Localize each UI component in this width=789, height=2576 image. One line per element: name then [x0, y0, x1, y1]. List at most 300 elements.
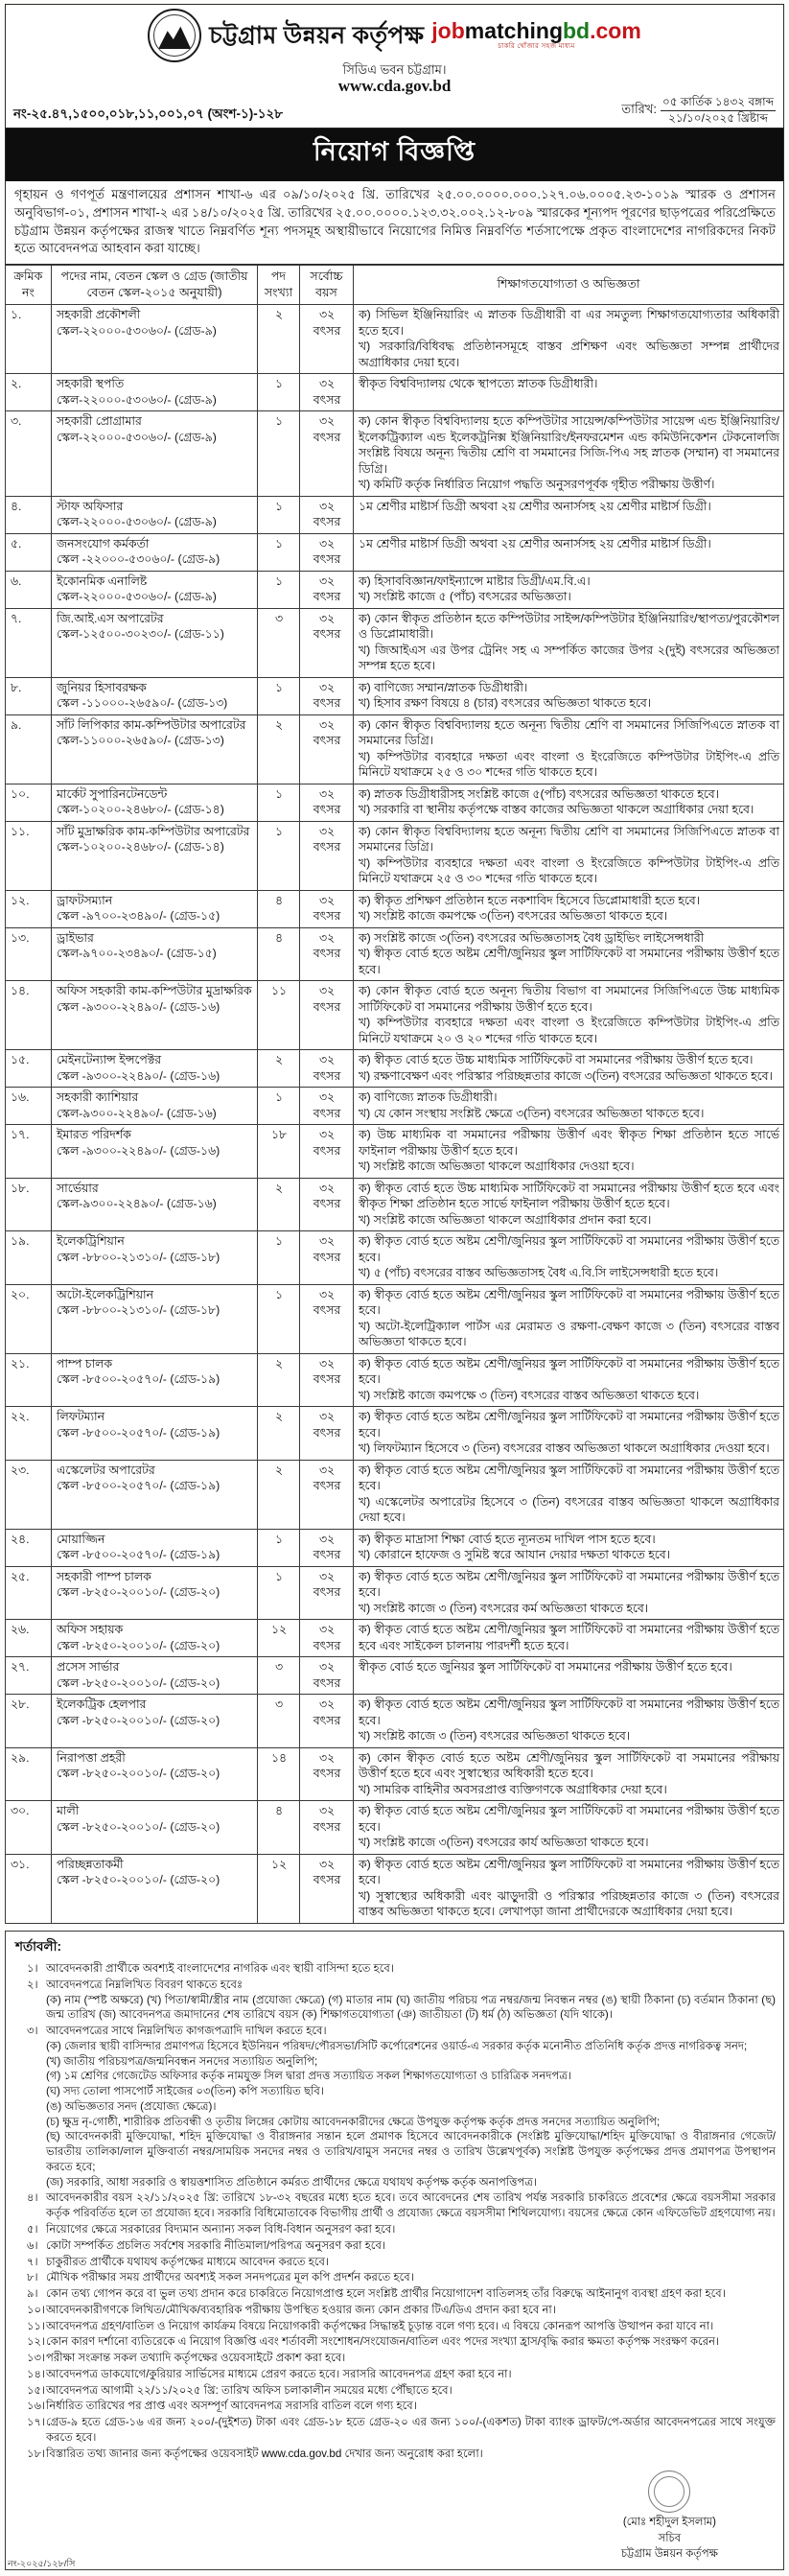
cell-max-age: [300, 1620, 354, 1657]
cell-post: [52, 1801, 258, 1855]
cell-max-age: [300, 1695, 354, 1748]
age-value: ৩২: [318, 574, 336, 588]
table-row: [6, 714, 784, 784]
post-name: মার্কেট সুপারিনটেনডেন্ট: [57, 786, 168, 801]
age-unit: বৎসর: [313, 1819, 341, 1834]
age-value: ৩২: [318, 1410, 336, 1424]
cell-qualification: [354, 890, 784, 927]
condition-sub-text: (গ) ১ম শ্রেণির গেজেটেড অফিসার কর্তৃক নামযুক্ত সিল দ্বারা প্রদত্ত সত্যায়িত সকল শিক্ষাগতযোগ্যতা ও চারিত্রিক সনদপত্র।: [46, 2070, 572, 2083]
cell-max-age: [300, 1657, 354, 1695]
page-title: নিয়োগ বিজ্ঞপ্তি: [5, 129, 784, 181]
condition-index: ২।: [27, 1978, 38, 1991]
logo-ring: [153, 14, 196, 57]
cell-vacancy-count: ১: [258, 1088, 300, 1125]
cell-serial: ২৬.: [6, 1620, 52, 1657]
qualification-line: ক) স্বীকৃত বোর্ড হতে অষ্টম শ্রেণী/জুনিয়র স্কুল সার্টিফিকেট বা সমমানের পরীক্ষায় উত্তীর্ণ হতে হবে।: [359, 1804, 779, 1834]
cell-qualification: [354, 1178, 784, 1231]
condition-text: [46, 2190, 776, 2221]
qualification-line: ক) স্বীকৃত বোর্ড হতে অষ্টম শ্রেণী/জুনিয়র স্কুল সার্টিফিকেট বা সমমানের পরীক্ষায় উত্তীর্ণ হতে হবে।: [359, 1857, 779, 1887]
qualification-line: খ) সামরিক বাহিনীর অবসরপ্রাপ্ত ব্যক্তিগণকে অগ্রাধিকার দেয়া হবে।: [359, 1782, 667, 1796]
condition-main-text: কোটা সম্পর্কিত প্রচলিত সর্বশেষ সরকারি নীতিমালা/পরিপত্র অনুসরণ করা হবে।: [46, 2238, 386, 2252]
age-unit: বৎসর: [313, 627, 341, 642]
cell-vacancy-count: ৪: [258, 1801, 300, 1855]
condition-item: [13, 2024, 776, 2190]
qualification-line: খ) অটো-ইলেট্রিক্যাল পার্টস এর মেরামত ও রক্ষণা-বেক্ষণ কাজে ৩ (তিন) বৎসরের বাস্তব অভিজ্ঞতা থাকতে হবে।: [359, 1319, 779, 1349]
official-seal-icon: [648, 2471, 690, 2513]
age-value: ৩২: [318, 984, 336, 998]
cell-qualification: [354, 571, 784, 608]
condition-text: [46, 2270, 776, 2285]
condition-index: ১৮।: [27, 2447, 46, 2460]
age-value: ৩২: [318, 680, 336, 694]
website-url: www.cda.gov.bd: [337, 76, 452, 95]
date-bangla: ০৫ কার্তিক ১৪৩২ বঙ্গাব্দ: [661, 96, 776, 111]
age-value: ৩২: [318, 1181, 336, 1195]
table-row: [6, 1125, 784, 1179]
post-pay-scale: স্কেল -৮৮০০-২১৩১০/- (গ্রেড-১৮): [57, 1250, 220, 1264]
cell-vacancy-count: ১: [258, 784, 300, 821]
qualification-line: খ) যে কোন সংস্থায় সংশ্লিষ্ট ক্ষেত্রে ৩(তিন) বৎসরের অভিজ্ঞতা থাকতে হবে।: [359, 1106, 705, 1120]
post-name: পরিচ্ছন্নতাকর্মী: [57, 1857, 124, 1871]
table-row: [6, 1407, 784, 1461]
header-center: [13, 9, 776, 94]
condition-item: [13, 2367, 776, 2382]
cell-max-age: [300, 571, 354, 608]
cell-max-age: [300, 1407, 354, 1461]
condition-index: ৬।: [27, 2238, 38, 2252]
post-name: ইকোনমিক এনালিষ্ট: [57, 574, 148, 588]
cell-serial: ১৩.: [6, 927, 52, 981]
age-value: ৩২: [318, 1234, 336, 1249]
age-unit: বৎসর: [313, 1713, 341, 1727]
post-name: সহকারী প্রকৌশলী: [57, 308, 141, 322]
post-pay-scale: স্কেল -৮২৫০-২০০১০/- (গ্রেড-২০): [57, 1819, 220, 1834]
condition-sub-text: (ক) জেলার স্থায়ী বাসিন্দার প্রমাণপত্র হিসেবে ইউনিয়ন পরিষদ/পৌরসভা/সিটি কর্পোরেশনের ওয়ার্ড-এ সরকার কর্তৃক মনোনীত প্রতিনিধি কর্তৃক প্রদত্ত নাগরিকত্ব সনদ;: [46, 2039, 748, 2052]
cell-serial: ২৫.: [6, 1566, 52, 1620]
signature-block: [13, 2471, 776, 2561]
condition-item: [13, 2222, 776, 2237]
table-row: [6, 1801, 784, 1855]
post-pay-scale: স্কেল -৮৫০০-২০৫৭০/- (গ্রেড-১৯): [57, 1479, 220, 1493]
qualification-line: খ) সংশ্লিষ্ট কাজে অভিজ্ঞতা থাকলে অগ্রাধিকার দেওয়া হবে।: [359, 1159, 635, 1174]
condition-text: [46, 2286, 776, 2302]
age-unit: বৎসর: [313, 1068, 341, 1083]
condition-index: ১৩।: [27, 2352, 46, 2365]
post-pay-scale: স্কেল-২২০০০-৫৩০৬০/- (গ্রেড-৯): [57, 515, 217, 529]
post-pay-scale: স্কেল -৯৭০০-২৩৪৯০/- (গ্রেড-১৫): [57, 909, 220, 924]
cell-vacancy-count: ১১: [258, 981, 300, 1050]
condition-main-text: মৌখিক পরীক্ষার সময় প্রার্থীদের অবশ্যই সকল সনদপত্রের মূল কপি প্রদর্শন করতে হবে।: [46, 2271, 414, 2284]
condition-item: [13, 2255, 776, 2270]
condition-text: [46, 1978, 776, 2023]
cell-qualification: [354, 821, 784, 890]
cell-serial: ২৪.: [6, 1529, 52, 1566]
qualification-line: খ) সংশ্লিষ্ট কাজে ৩ (তিন) বৎসরের অভিজ্ঞতা থাকতে হবে।: [359, 1729, 631, 1744]
post-name: সাঁট লিপিকার কাম-কম্পিউটার অপারেটর: [57, 717, 246, 732]
cell-max-age: [300, 927, 354, 981]
date-label: তারিখ:: [621, 102, 657, 117]
age-unit: বৎসর: [313, 552, 341, 567]
condition-main-text: নিয়োগের ক্ষেত্রে সরকারের বিদ্যমান অন্যান্য সকল বিধি-বিধান অনুসরণ করা হবে।: [46, 2223, 396, 2236]
post-name: মেইনটেন্যান্স ইন্সপেক্টর: [57, 1053, 162, 1067]
post-pay-scale: স্কেল -৯৩০০-২২৪৯০/- (গ্রেড-১৬): [57, 1068, 220, 1083]
condition-main-text: আবেদনকারী প্রার্থীকে অবশ্যই বাংলাদেশের নাগরিক এবং স্থায়ী বাসিন্দা হতে হবে।: [46, 1961, 394, 1975]
cell-max-age: [300, 411, 354, 497]
condition-item: [13, 2303, 776, 2318]
cell-serial: ১০.: [6, 784, 52, 821]
office-address: সিডিএ ভবন চট্টগ্রাম।: [342, 62, 447, 77]
column-header-qualification: শিক্ষাগতযোগ্যতা ও অভিজ্ঞতা: [354, 266, 784, 305]
table-row: [6, 411, 784, 497]
post-name: সহকারী পাম্প চালক: [57, 1569, 151, 1583]
age-unit: বৎসর: [313, 1372, 341, 1387]
qualification-line: ক) স্বীকৃত মাদ্রাসা শিক্ষা বোর্ড হতে ন্যূনতম দাখিল পাস হতে হবে।: [359, 1532, 656, 1546]
cell-post: [52, 608, 258, 677]
qualification-line: খ) কম্পিউটার ব্যবহারে দক্ষতা এবং বাংলা ও ইংরেজিতে কম্পিউটার টাইপিং-এ প্রতি মিনিটে যথাক্রমে ২০ ও ২০ শব্দের গতি থাকতে হবে।: [359, 1016, 779, 1045]
condition-main-text: আবেদনপত্র গ্রহণ/বাতিল ও নিয়োগ কার্যক্রম বিষয়ে নিয়োগকারী কর্তৃপক্ষের সিদ্ধান্তই চূড়ান্ত বলে গণ্য হবে। এ বিষয়ে কোনরূপ আপত্তি উত্থাপন করা যাবে না।: [46, 2319, 714, 2332]
qualification-line: খ) এস্কেলেটর অপারেটর হিসেবে ৩ (তিন) বৎসরের বাস্তব অভিজ্ঞতা থাকলে অগ্রাধিকার দেয়া হবে।: [359, 1494, 779, 1525]
cell-post: [52, 1566, 258, 1620]
post-pay-scale: স্কেল -৮২৫০-২০০১০/- (গ্রেড-২০): [57, 1873, 220, 1887]
table-row: [6, 1566, 784, 1620]
qualification-line: ক) সংশ্লিষ্ট কাজে ৩(তিন) বৎসরের অভিজ্ঞতাসহ বৈধ ড্রাইভিং লাইসেন্সধারী: [359, 930, 705, 945]
brand-text: [431, 20, 641, 42]
post-name: অটো-ইলেকট্রিশিয়ান: [57, 1287, 154, 1301]
cell-max-age: [300, 1566, 354, 1620]
cell-max-age: [300, 1854, 354, 1923]
cell-post: [52, 1695, 258, 1748]
cell-qualification: [354, 1231, 784, 1285]
post-pay-scale: স্কেল-২২০০০-৫৩০৬০/- (গ্রেড-৯): [57, 430, 217, 444]
jobmatchingbd-logo: [431, 20, 641, 50]
age-unit: বৎসর: [313, 734, 341, 748]
condition-sub-text: (ছ) আবেদনকারী মুক্তিযোদ্ধা, শহিদ মুক্তিযোদ্ধা ও বীরাঙ্গনার সন্তান হলে প্রমাণক হিসেবে আবেদনকারীকে (সংশ্লিষ্ট মুক্তিযোদ্ধা/শহিদ মুক্তিযোদ্ধা ও বীরাঙ্গনার গেজেট/ভারতীয় তালিকা/লাল মুক্তিবার্তা নম্বর/সাময়িক সনদের নম্বর ও তারিখ/বামুস সনদের নম্বর ও তারিখ উল্লেখপূর্বক) সংশ্লিষ্ট উপযুক্ত কর্তৃপক্ষের প্রদত্ত প্রমাণপত্র উপস্থাপন করতে হবে;: [46, 2130, 776, 2173]
cell-qualification: [354, 1088, 784, 1125]
brand-tagline: চাকরি খোঁজার সহজ মাধ্যম: [498, 43, 575, 51]
qualification-line: ১ম শ্রেণীর মাষ্টার্স ডিগ্রী অথবা ২য় শ্রেণীর অনার্সসহ ২য় শ্রেণীর মাষ্টার্স ডিগ্রী।: [359, 499, 711, 513]
cell-qualification: [354, 1125, 784, 1179]
age-unit: বৎসর: [313, 909, 341, 924]
qualification-line: খ) রক্ষণাবেক্ষণ এবং পরিস্কার পরিচ্ছন্নতার কাজে ৩(তিন) বৎসরের অভিজ্ঞতা থাকতে হবে।: [359, 1068, 773, 1083]
date-block: [621, 96, 776, 126]
age-unit: বৎসর: [313, 1873, 341, 1887]
cell-post: [52, 1088, 258, 1125]
age-value: ৩২: [318, 893, 336, 907]
qualification-line: খ) কম্পিউটার ব্যবহারে দক্ষতা এবং বাংলা ও ইংরেজিতে কম্পিউটার টাইপিং-এ প্রতি মিনিটে যথাক্রমে ২৫ ও ৩০ শব্দের গতি থাকতে হবে।: [359, 855, 779, 886]
cell-qualification: [354, 981, 784, 1050]
condition-index: ৪।: [27, 2191, 38, 2205]
cell-post: [52, 411, 258, 497]
cell-max-age: [300, 1460, 354, 1529]
header-title-row: [13, 9, 776, 62]
cell-post: [52, 571, 258, 608]
cell-serial: ৪.: [6, 496, 52, 533]
cell-vacancy-count: ১: [258, 1284, 300, 1353]
condition-main-text: কোন কারণ দর্শানো ব্যতিরেকে এ নিয়োগ বিজ্ঞপ্তি এবং শর্তাবলী সংশোধন/সংযোজন/বাতিল এবং পদের সংখ্যা হ্রাস/বৃদ্ধি করার ক্ষমতা কর্তৃপক্ষ সংরক্ষণ করেন।: [46, 2335, 720, 2349]
age-value: ৩২: [318, 824, 336, 838]
condition-main-text: আবেদনপত্র ডাকযোগে/কুরিয়ার সার্ভিসের মাধ্যমে প্রেরণ করতে হবে। সরাসরি আবেদনপত্র গ্রহণ করা হবে না।: [46, 2367, 512, 2380]
condition-item: [13, 2319, 776, 2334]
cell-vacancy-count: ১: [258, 1529, 300, 1566]
brand-part-job: job: [431, 18, 465, 44]
cell-vacancy-count: ১: [258, 677, 300, 714]
post-pay-scale: স্কেল-১০২০০-২৪৬৮০/- (গ্রেড-১৪): [57, 803, 224, 817]
post-name: সাঁট মুদ্রাক্ষরিক কাম-কম্পিউটার অপারেটর: [57, 824, 250, 838]
table-row: [6, 1284, 784, 1353]
age-value: ৩২: [318, 377, 336, 391]
cell-qualification: [354, 1529, 784, 1566]
age-unit: বৎসর: [313, 1250, 341, 1264]
cell-vacancy-count: ১২: [258, 1620, 300, 1657]
condition-text: [46, 2303, 776, 2318]
cell-serial: ১৬.: [6, 1088, 52, 1125]
post-name: সহকারী ক্যাশিয়ার: [57, 1090, 139, 1105]
condition-main-text: পরীক্ষা সংক্রান্ত সকল তথ্যাদি কর্তৃপক্ষের ওয়েবসাইটে প্রকাশ করা হবে।: [46, 2352, 346, 2365]
conditions-title: শর্তাবলী:: [15, 1938, 61, 1954]
qualification-line: খ) সংশ্লিষ্ট কাজে কমপক্ষে ৩(তিন) বৎসরের অভিজ্ঞতা থাকতে হবে।: [359, 909, 668, 924]
cell-post: [52, 1620, 258, 1657]
age-unit: বৎসর: [313, 1303, 341, 1318]
age-unit: বৎসর: [313, 1767, 341, 1781]
condition-main-text: আবেদনপত্র আগামী ২২/১১/২০২৫ খ্রি: তারিখ অফিস চলাকালীন সময়ের মধ্যে পৌঁছাতে হবে।: [46, 2383, 453, 2397]
age-value: ৩২: [318, 717, 336, 732]
condition-text: [46, 1961, 776, 1977]
cell-post: [52, 714, 258, 784]
cell-max-age: [300, 1747, 354, 1801]
cell-post: [52, 890, 258, 927]
cell-vacancy-count: ৩: [258, 1695, 300, 1748]
cell-serial: ৩০.: [6, 1801, 52, 1855]
cell-post: [52, 1747, 258, 1801]
cell-serial: ২৭.: [6, 1657, 52, 1695]
age-unit: বৎসর: [313, 1425, 341, 1440]
qualification-line: খ) সংশ্লিষ্ট কাজে অভিজ্ঞতা থাকলে অগ্রাধিকার প্রদান করা হবে।: [359, 1212, 652, 1227]
cell-qualification: [354, 784, 784, 821]
age-value: ৩২: [318, 1356, 336, 1370]
qualification-line: ক) কোন স্বীকৃত বিশ্ববিদ্যালয় হতে অনূন্য দ্বিতীয় শ্রেণি বা সমমানের সিজিপিএতে স্নাতক বা সমমানের ডিগ্রি।: [359, 824, 779, 855]
cell-serial: ৭.: [6, 608, 52, 677]
cell-serial: ২.: [6, 374, 52, 411]
cell-serial: ৩১.: [6, 1854, 52, 1923]
age-unit: বৎসর: [313, 840, 341, 855]
cell-qualification: [354, 677, 784, 714]
cell-qualification: [354, 533, 784, 571]
post-name: প্রসেস সার্ভার: [57, 1660, 120, 1674]
table-row: [6, 677, 784, 714]
cell-serial: ১১.: [6, 821, 52, 890]
qualification-line: ক) হিসাববিজ্ঞান/ফাইন্যান্সে মাষ্টার ডিগ্রী/এম.বি.এ।: [359, 574, 591, 588]
post-pay-scale: স্কেল-২২০০০-৫৩০৬০/- (গ্রেড-৯): [57, 392, 217, 407]
cell-post: [52, 1353, 258, 1407]
qualification-line: ক) স্বীকৃত বোর্ড হতে অষ্টম শ্রেণী/জুনিয়র স্কুল সার্টিফিকেট বা সমমানের পরীক্ষায় উত্তীর্ণ হতে হবে।: [359, 1410, 779, 1440]
post-pay-scale: স্কেল -৮২৫০-২০০১০/- (গ্রেড-২০): [57, 1585, 220, 1600]
cell-post: [52, 374, 258, 411]
cell-vacancy-count: ১২: [258, 1854, 300, 1923]
cell-max-age: [300, 305, 354, 374]
qualification-line: খ) স্বীকৃত বোর্ড হতে অষ্টম শ্রেণী/জুনিয়র স্কুল সার্টিফিকেট বা সমমানের পরীক্ষায় উত্তীর্ণ হতে হবে।: [359, 947, 779, 976]
column-header-count: পদ সংখ্যা: [258, 266, 300, 305]
date-english: ২১/১০/২০২৫ খ্রিষ্টাব্দ: [668, 111, 768, 126]
condition-sub-text: (জ) সরকারি, আধা সরকারি ও স্বায়ত্তশাসিত প্রতিষ্ঠানে কর্মরত প্রার্থীদের ক্ষেত্রে যথাযথ কর্তৃপক্ষ কর্তৃক অনাপত্তিপত্র।: [46, 2175, 538, 2189]
qualification-line: ক) বাণিজ্যে সম্মান/স্নাতক ডিগ্রীধারী।: [359, 680, 528, 694]
cell-serial: ১৯.: [6, 1231, 52, 1285]
post-pay-scale: স্কেল-২২০০০-৫৩০৬০/- (গ্রেড-৯): [57, 323, 217, 338]
signature-content: [621, 2471, 718, 2561]
cell-qualification: [354, 608, 784, 677]
condition-text: [46, 2447, 776, 2462]
condition-sub-text: (ঙ) অভিজ্ঞতার সনদ (প্রযোজ্য ক্ষেত্রে)।: [46, 2099, 217, 2113]
qualification-line: ক) কোন স্বীকৃত প্রতিষ্ঠান হতে কম্পিউটার সাইন্স/কম্পিউটার ইঞ্জিনিয়ারিং/স্থাপত্য/পুরকৌশল ও ডিপ্লোমাধারী।: [359, 611, 779, 642]
qualification-line: খ) সরকারি/বিধিবদ্ধ প্রতিষ্ঠানসমূহে বাস্তব প্রশিক্ষণ এবং অভিজ্ঞতা সম্পন্ন প্রার্থীদের অগ্রাধিকার দেয়া হবে।: [359, 340, 779, 369]
qualification-line: ক) স্বীকৃত বোর্ড হতে উচ্চ মাধ্যমিক সার্টিফিকেট বা সমমানের পরীক্ষায় উত্তীর্ণ হতে হবে এবং স্বীকৃত শিক্ষা প্রতিষ্ঠান হতে সার্ভে ফাইনাল পরীক্ষায় উত্তীর্ণ হতে হবে।: [359, 1181, 779, 1211]
post-name: ইমারত পরিদর্শক: [57, 1128, 131, 1142]
condition-item: [13, 2351, 776, 2366]
age-unit: বৎসর: [313, 1197, 341, 1211]
post-pay-scale: স্কেল -৮২৫০-২০০১০/- (গ্রেড-২০): [57, 1675, 220, 1690]
cell-max-age: [300, 981, 354, 1050]
condition-text: [46, 2415, 776, 2446]
qualification-line: ক) স্বীকৃত বোর্ড হতে অষ্টম শ্রেণী/জুনিয়র স্কুল সার্টিফিকেট বা সমমানের পরীক্ষায় উত্তীর্ণ হতে হবে।: [359, 1234, 779, 1264]
organization-name: চট্টগ্রাম উন্নয়ন কর্তৃপক্ষ: [209, 21, 425, 49]
age-value: ৩২: [318, 1463, 336, 1477]
qualification-line: ক) কোন স্বীকৃত বোর্ড হতে অনূন্য দ্বিতীয় বিভাগ বা সমমানের সিজিপিএতে উচ্চ মাধ্যমিক সার্টিফিকেট বা সমমানের পরীক্ষায় উত্তীর্ণ হতে হবে।: [359, 984, 779, 1014]
condition-index: ১৬।: [27, 2400, 46, 2413]
age-value: ৩২: [318, 414, 336, 429]
cell-qualification: [354, 714, 784, 784]
cell-vacancy-count: ২: [258, 1407, 300, 1461]
age-value: ৩২: [318, 499, 336, 513]
age-value: ৩২: [318, 1090, 336, 1105]
cell-vacancy-count: ১: [258, 1231, 300, 1285]
qualification-line: খ) সরকারি বা স্থানীয় কর্তৃপক্ষে বাস্তব কাজের অভিজ্ঞতা থাকলে অগ্রাধিকার দেয়া হবে।: [359, 803, 754, 817]
table-row: [6, 1178, 784, 1231]
table-row: [6, 533, 784, 571]
qualification-line: খ) ৫ (পাঁচ) বৎসরের বাস্তব অভিজ্ঞতাসহ বৈধ এ.বি.সি লাইসেন্সধারী হতে হবে।: [359, 1266, 719, 1280]
condition-index: ১।: [27, 1961, 38, 1975]
qualification-line: খ) হিসাব রক্ষণ বিষয়ে ৪ (চার) বৎসরের অভিজ্ঞতা থাকতে হবে।: [359, 696, 652, 711]
table-row: [6, 890, 784, 927]
age-unit: বৎসর: [313, 803, 341, 817]
age-unit: বৎসর: [313, 1479, 341, 1493]
qualification-line: খ) লিফটম্যান হিসেবে ৩ (তিন) বৎসরের বাস্তব অভিজ্ঞতা থাকলে অগ্রাধিকার দেওয়া হবে।: [359, 1441, 770, 1456]
cell-max-age: [300, 1125, 354, 1179]
post-pay-scale: স্কেল -১১০০০-২৬৫৯০/- (গ্রেড-১৩): [57, 696, 228, 711]
table-row: [6, 496, 784, 533]
cell-qualification: [354, 374, 784, 411]
post-name: জনসংযোগ কর্মকর্তা: [57, 536, 150, 550]
cell-post: [52, 1125, 258, 1179]
cell-post: [52, 784, 258, 821]
condition-item: [13, 2415, 776, 2446]
condition-item: [13, 1978, 776, 2023]
condition-main-text: গ্রেড-৯ হতে গ্রেড-১৬ এর জন্য ২০০/-(দুইশত) টাকা এবং গ্রেড-১৮ হতে গ্রেড-২০ এর জন্য ১০০/-(একশত) টাকা ব্যাংক ড্রাফট/পে-অর্ডার আবেদনপত্রের সাথে সংযুক্ত করতে হবে।: [46, 2416, 776, 2444]
cell-serial: ২৯.: [6, 1747, 52, 1801]
cell-serial: ৬.: [6, 571, 52, 608]
table-row: [6, 1620, 784, 1657]
footer-reference-code: নং-২০২৫/১২৮/সি: [8, 2558, 76, 2569]
age-unit: বৎসর: [313, 515, 341, 529]
cell-vacancy-count: ২: [258, 1353, 300, 1407]
cell-max-age: [300, 1284, 354, 1353]
cell-vacancy-count: ১৮: [258, 1125, 300, 1179]
qualification-line: ক) স্বীকৃত প্রশিক্ষণ প্রতিষ্ঠান হতে নকশাবিদ হিসেবে ডিপ্লোমাধারী হতে হবে।: [359, 893, 701, 907]
condition-sub-text: (খ) জাতীয় পরিচয়পত্র/জন্মনিবন্ধন সনদের সত্যায়িত অনুলিপি;: [46, 2054, 318, 2068]
age-value: ৩২: [318, 308, 336, 322]
cell-post: [52, 1460, 258, 1529]
table-row: [6, 1088, 784, 1125]
cell-vacancy-count: ১৪: [258, 1747, 300, 1801]
condition-index: ১১।: [27, 2319, 46, 2332]
cell-post: [52, 927, 258, 981]
cell-post: [52, 1529, 258, 1566]
cell-post: [52, 533, 258, 571]
cell-qualification: [354, 1284, 784, 1353]
post-name: লিফটম্যান: [57, 1410, 105, 1424]
condition-index: ৫।: [27, 2223, 38, 2236]
qualification-line: খ) সংশ্লিষ্ট কাজে ৫ (পাঁচ) বৎসরের অভিজ্ঞতা।: [359, 590, 571, 604]
age-value: ৩২: [318, 611, 336, 625]
age-value: ৩২: [318, 1053, 336, 1067]
cell-max-age: [300, 821, 354, 890]
age-value: ৩২: [318, 1857, 336, 1871]
post-pay-scale: স্কেল -৮২৫০-২০০১০/- (গ্রেড-২০): [57, 1767, 220, 1781]
condition-text: [46, 2351, 776, 2366]
cell-max-age: [300, 677, 354, 714]
condition-main-text: কোন তথ্য গোপন করে বা ভুল তথ্য প্রদান করে চাকরিতে নিয়োগপ্রাপ্ত হলে সংশ্লিষ্ট প্রার্থীর নিয়োগাদেশ বাতিলসহ তাঁর বিরুদ্ধে আইনানুগ ব্যবস্থা গ্রহণ করা হবে।: [46, 2287, 726, 2301]
cell-vacancy-count: ১: [258, 533, 300, 571]
post-pay-scale: স্কেল-৯৭০০-২৩৪৯০/- (গ্রেড-১৫): [57, 947, 217, 961]
cell-max-age: [300, 1231, 354, 1285]
age-value: ৩২: [318, 930, 336, 945]
cell-post: [52, 1284, 258, 1353]
condition-sub-text: (চ) ক্ষুদ্র নৃ-গোষ্ঠী, শারীরিক প্রতিবন্ধী ও তৃতীয় লিঙ্গের কোটায় আবেদনকারীদের ক্ষেত্রে উপযুক্ত কর্তৃপক্ষ কর্তৃক প্রদত্ত সনদের সত্যায়িত অনুলিপি;: [46, 2115, 661, 2128]
qualification-line: ক) স্বীকৃত বোর্ড হতে অষ্টম শ্রেণী/জুনিয়র স্কুল সার্টিফিকেট বা সমমানের পরীক্ষায় উত্তীর্ণ হতে হবে।: [359, 1569, 779, 1600]
cell-vacancy-count: ২: [258, 1460, 300, 1529]
column-header-age: সর্বোচ্চ বয়স: [300, 266, 354, 305]
qualification-line: ক) স্নাতক ডিগ্রীধারীসহ সংশ্লিষ্ট কাজে ৫(পাঁচ) বৎসরের অভিজ্ঞতা থাকতে হবে।: [359, 786, 720, 801]
age-value: ৩২: [318, 786, 336, 801]
qualification-line: খ) কম্পিউটার ব্যবহারে দক্ষতা এবং বাংলা ও ইংরেজিতে কম্পিউটার টাইপিং-এ প্রতি মিনিটে যথাক্রমে ২৫ ও ৩০ শব্দের গতি থাকতে হবে।: [359, 749, 779, 780]
condition-item: [13, 2399, 776, 2414]
age-value: ৩২: [318, 1532, 336, 1546]
table-row: [6, 1231, 784, 1285]
cell-serial: ১.: [6, 305, 52, 374]
cell-qualification: [354, 1747, 784, 1801]
cell-vacancy-count: ১: [258, 571, 300, 608]
condition-item: [13, 2447, 776, 2462]
condition-text: [46, 2367, 776, 2382]
post-name: নিরাপত্তা প্রহরী: [57, 1750, 126, 1765]
condition-index: ১৭।: [27, 2416, 46, 2429]
condition-sub-text: (ঘ) সদ্য তোলা পাসপোর্ট সাইজের ০৩(তিন) কপি সত্যায়িত ছবি।: [46, 2085, 324, 2098]
table-row: [6, 1747, 784, 1801]
cell-qualification: [354, 927, 784, 981]
cell-max-age: [300, 1529, 354, 1566]
cell-vacancy-count: ২: [258, 1178, 300, 1231]
condition-main-text: চাকুরীরত প্রার্থীকে যথাযথ কর্তৃপক্ষের মাধ্যমে আবেদন করতে হবে।: [46, 2255, 330, 2268]
condition-main-text: আবেদনকারীর বয়স ২২/১১/২০২৫ খ্রি: তারিখে ১৮-৩২ বছরের মধ্যে হতে হবে। তবে আবেদনের শেষ তারিখ পর্যন্ত সরকারি চাকরিতে প্রবেশের ক্ষেত্রে বয়সসীমা সরকার কর্তৃক পরিবর্তিত হলে তা প্রযোজ্য হবে। সরকারি বিধিমোতাবেক বিভাগীয় প্রার্থী ও প্রযোজ্য ক্ষেত্রে বয়সসীমা শিথিলযোগ্য। বয়সের ক্ষেত্রে কোন এফিডেভিট গ্রহণযোগ্য নয়।: [46, 2191, 776, 2220]
cell-post: [52, 981, 258, 1050]
qualification-line: খ) সংশ্লিষ্ট কাজে ৩ (তিন) বৎসরের কর্ম অভিজ্ঞতা থাকতে হবে।: [359, 1601, 649, 1615]
cell-vacancy-count: ১: [258, 411, 300, 497]
condition-text: [46, 2383, 776, 2399]
cell-serial: ৫.: [6, 533, 52, 571]
qualification-line: স্বীকৃত বোর্ড হতে জুনিয়র স্কুল সার্টিফিকেট বা সমমানের পরীক্ষায় উত্তীর্ণ হতে হবে।: [359, 1660, 732, 1674]
cell-serial: ৩.: [6, 411, 52, 497]
cell-vacancy-count: ২: [258, 305, 300, 374]
table-row: [6, 927, 784, 981]
post-name: জুনিয়র হিসাবরক্ষক: [57, 680, 147, 694]
